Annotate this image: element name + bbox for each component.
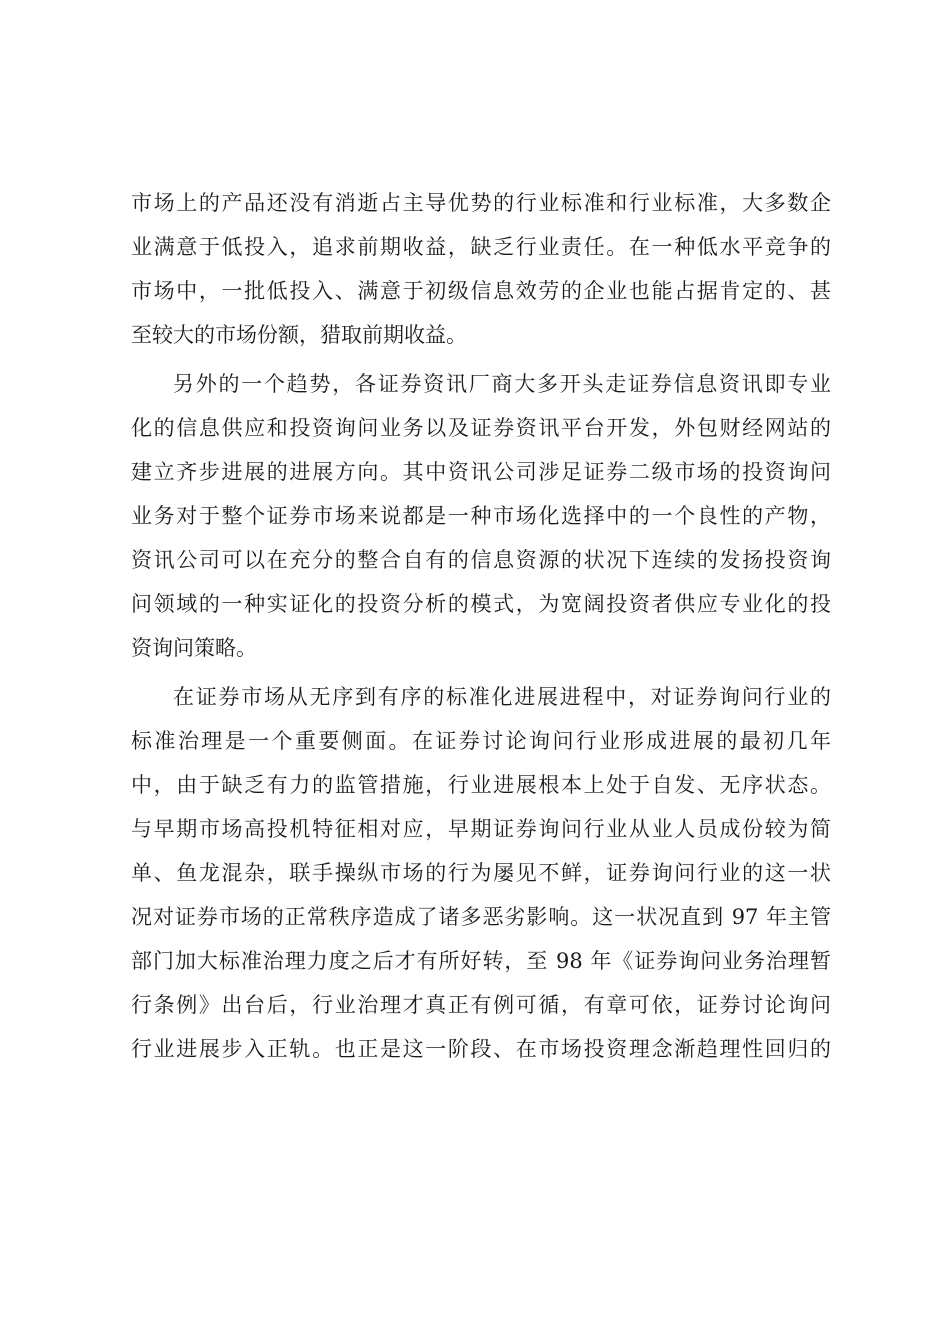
- paragraph-3-line-7: 部门加大标准治理力度之后才有所好转，至 98 年《证券询问业务治理暂: [131, 949, 831, 973]
- paragraph-1-line-3: 市场中，一批低投入、满意于初级信息效劳的企业也能占据肯定的、甚: [131, 279, 831, 303]
- paragraph-1-line-4: 至较大的市场份额，猎取前期收益。: [131, 323, 467, 347]
- paragraph-2-line-7: 资询问策略。: [131, 636, 257, 660]
- paragraph-2-line-1: 另外的一个趋势，各证券资讯厂商大多开头走证券信息资讯即专业: [173, 372, 831, 396]
- paragraph-3-line-2: 标准治理是一个重要侧面。在证券讨论询问行业形成进展的最初几年: [131, 729, 831, 753]
- paragraph-3-line-5: 单、鱼龙混杂，联手操纵市场的行为屡见不鲜，证券询问行业的这一状: [131, 861, 831, 885]
- paragraph-3-line-3: 中，由于缺乏有力的监管措施，行业进展根本上处于自发、无序状态。: [131, 773, 831, 797]
- paragraph-3-line-6: 况对证券市场的正常秩序造成了诸多恶劣影响。这一状况直到 97 年主管: [131, 905, 831, 929]
- paragraph-3-line-4: 与早期市场高投机特征相对应，早期证券询问行业从业人员成份较为简: [131, 817, 831, 841]
- paragraph-1-line-1: 市场上的产品还没有消逝占主导优势的行业标准和行业标准，大多数企: [131, 191, 831, 215]
- paragraph-3-line-1: 在证券市场从无序到有序的标准化进展进程中，对证券询问行业的: [173, 685, 831, 709]
- paragraph-3-line-9: 行业进展步入正轨。也正是这一阶段、在市场投资理念渐趋理性回归的: [131, 1037, 831, 1061]
- paragraph-2-line-3: 建立齐步进展的进展方向。其中资讯公司涉足证券二级市场的投资询问: [131, 460, 831, 484]
- paragraph-2-line-5: 资讯公司可以在充分的整合自有的信息资源的状况下连续的发扬投资询: [131, 548, 831, 572]
- paragraph-2-line-6: 问领域的一种实证化的投资分析的模式，为宽阔投资者供应专业化的投: [131, 592, 831, 616]
- paragraph-2-line-4: 业务对于整个证券市场来说都是一种市场化选择中的一个良性的产物，: [131, 504, 831, 528]
- paragraph-2-line-2: 化的信息供应和投资询问业务以及证券资讯平台开发，外包财经网站的: [131, 416, 831, 440]
- paragraph-3-line-8: 行条例》出台后，行业治理才真正有例可循，有章可依，证券讨论询问: [131, 993, 831, 1017]
- paragraph-1-line-2: 业满意于低投入，追求前期收益，缺乏行业责任。在一种低水平竞争的: [131, 235, 831, 259]
